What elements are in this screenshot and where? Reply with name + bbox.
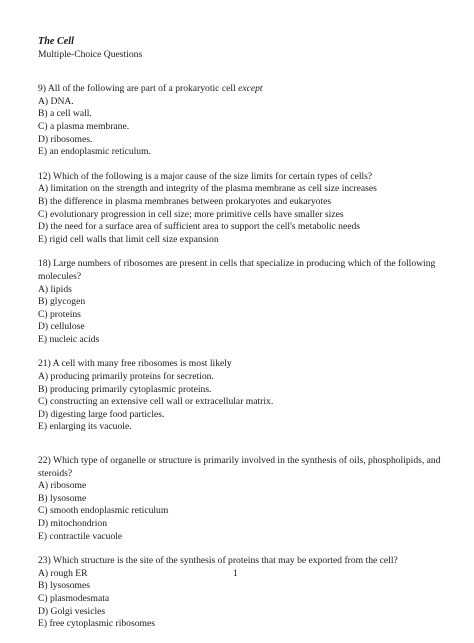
answer-option-e: E) contractile vacuole: [38, 530, 123, 542]
answer-option-d: D) Golgi vesicles: [38, 605, 106, 617]
answer-option-c: C) constructing an extensive cell wall or extracellular matrix.: [38, 396, 274, 408]
answer-option-d: D) the need for a surface area of sufficient area to support the cell's metabolic needs: [38, 221, 360, 233]
answer-option-d: D) mitochondrion: [38, 518, 108, 529]
question-text: 22) Which type of organelle or structure is primarily involved in the synthesis of oils, phospholipids, and steroids?: [38, 455, 441, 479]
answer-option-d: D) ribosomes.: [38, 133, 93, 145]
question-emphasis: except: [238, 83, 263, 95]
question-text: 18) Large numbers of ribosomes are present in cells that specialize in producing which of the following molecules?: [38, 258, 436, 282]
document-page: [38, 36, 448, 643]
answer-option-c: C) proteins: [38, 308, 81, 320]
page-number: 1: [233, 568, 238, 579]
answer-option-c: C) smooth endoplasmic reticulum: [38, 505, 169, 517]
answer-option-b: B) the difference in plasma membranes between prokaryotes and eukaryotes: [38, 195, 332, 207]
answer-option-c: C) a plasma membrane.: [38, 120, 130, 132]
document-title: The Cell: [38, 36, 74, 47]
answer-option-e: E) nucleic acids: [38, 333, 100, 345]
answer-option-b: B) glycogen: [38, 296, 86, 308]
answer-option-a: A) rough ER: [38, 567, 88, 579]
answer-option-a: A) producing primarily proteins for secretion.: [38, 371, 214, 383]
answer-option-b: B) producing primarily cytoplasmic proteins.: [38, 383, 212, 395]
answer-option-a: A) ribosome: [38, 480, 87, 492]
answer-option-e: E) rigid cell walls that limit cell size expansion: [38, 233, 219, 245]
question-18: [38, 258, 448, 346]
answer-option-b: B) a cell wall.: [38, 108, 92, 120]
answer-option-e: E) free cytoplasmic ribosomes: [38, 618, 155, 630]
answer-option-a: A) DNA.: [38, 95, 74, 107]
answer-option-b: B) lysosome: [38, 492, 87, 504]
question-12: [38, 171, 448, 247]
answer-option-a: A) limitation on the strength and integrity of the plasma membrane as cell size increases: [38, 183, 377, 195]
question-22: [38, 455, 448, 543]
question-text: [38, 83, 448, 96]
question-23: [38, 555, 448, 631]
answer-option-c: C) evolutionary progression in cell size; more primitive cells have smaller sizes: [38, 208, 344, 220]
question-21: [38, 358, 448, 434]
document-subtitle: Multiple-Choice Questions: [38, 48, 143, 60]
answer-option-d: D) digesting large food particles.: [38, 408, 165, 420]
question-9: [38, 83, 448, 159]
answer-option-d: D) cellulose: [38, 321, 85, 333]
question-text: 23) Which structure is the site of the synthesis of proteins that may be exported from the cell?: [38, 555, 398, 567]
answer-option-b: B) lysosomes: [38, 580, 90, 592]
answer-option-e: E) an endoplasmic reticulum.: [38, 146, 151, 158]
answer-option-e: E) enlarging its vacuole.: [38, 421, 132, 433]
answer-option-a: A) lipids: [38, 283, 72, 295]
answer-option-c: C) plasmodesmata: [38, 592, 110, 604]
question-text: 21) A cell with many free ribosomes is most likely: [38, 358, 232, 370]
question-text: 12) Which of the following is a major cause of the size limits for certain types of cells?: [38, 170, 373, 182]
question-stem: 9) All of the following are part of a prokaryotic cell: [38, 83, 239, 95]
